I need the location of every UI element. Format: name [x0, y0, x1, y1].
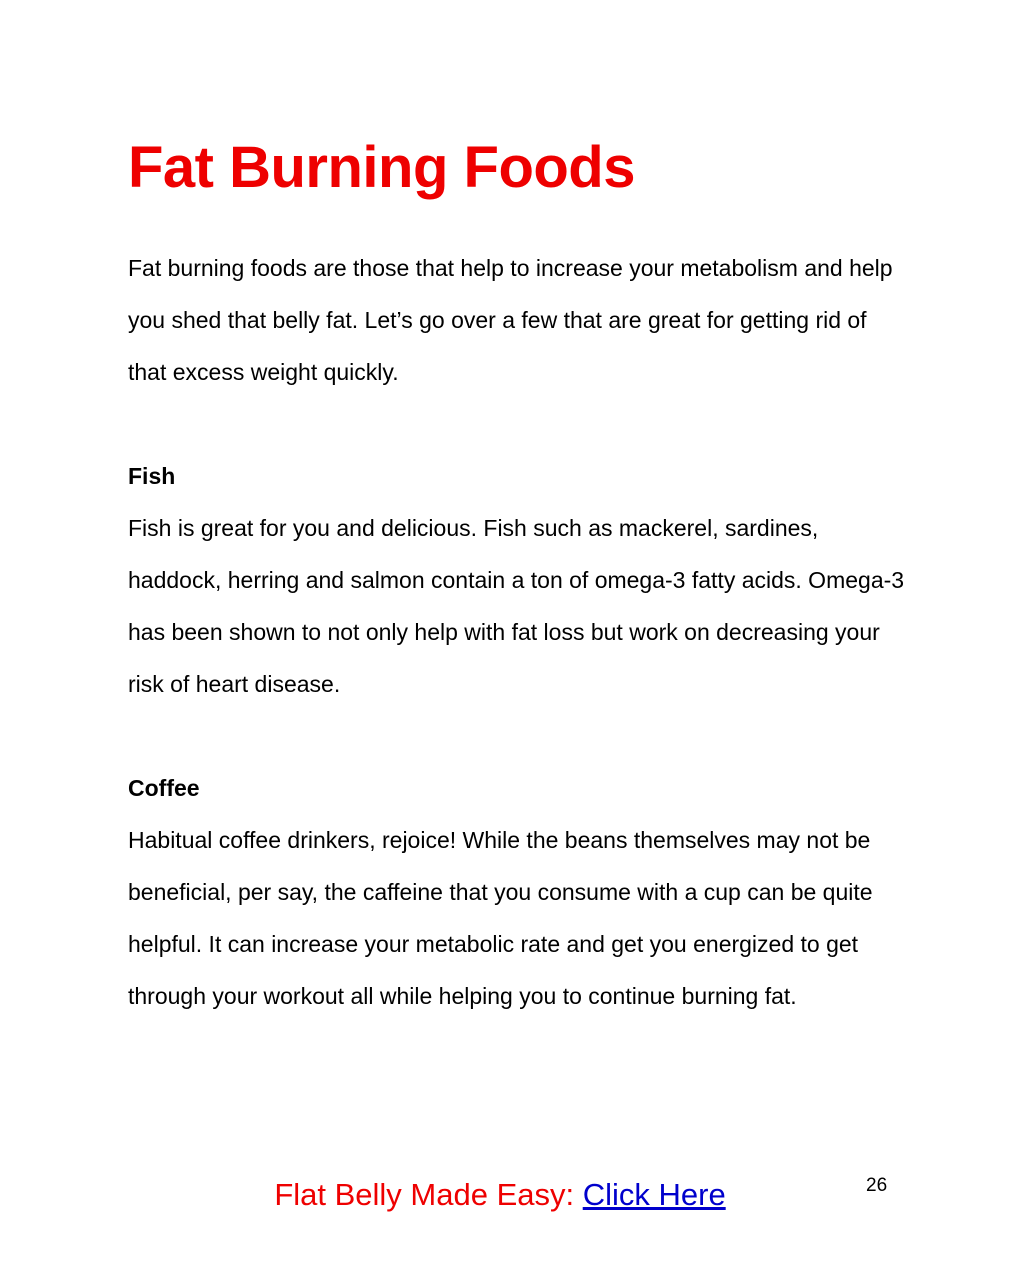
page-title: Fat Burning Foods — [128, 135, 635, 200]
page-number: 26 — [866, 1175, 888, 1196]
footer-prefix: Flat Belly Made Easy: — [274, 1177, 583, 1212]
footer — [0, 1170, 1000, 1220]
section-heading-coffee: Coffee — [128, 775, 200, 801]
section-paragraph-fish: Fish is great for you and delicious. Fish such as mackerel, sardines, haddock, herring and salmon contain a ton of omega-3 fatty acids. Omega-3 has been shown to not only help with fat loss but work on decreasing your risk of heart disease. — [128, 515, 905, 697]
click-here-link[interactable]: Click Here — [582, 1177, 726, 1212]
section-heading-fish: Fish — [128, 463, 176, 489]
intro-paragraph: Fat burning foods are those that help to increase your metabolism and help you shed that belly fat. Let’s go over a few that are great for getting rid of that excess weight quickly. — [128, 255, 893, 385]
section-paragraph-coffee: Habitual coffee drinkers, rejoice! While the beans themselves may not be beneficial, per say, the caffeine that you consume with a cup can be quite helpful. It can increase your metabolic rate and get you energized to get through your workout all while helping you to continue burning fat. — [128, 827, 873, 1009]
